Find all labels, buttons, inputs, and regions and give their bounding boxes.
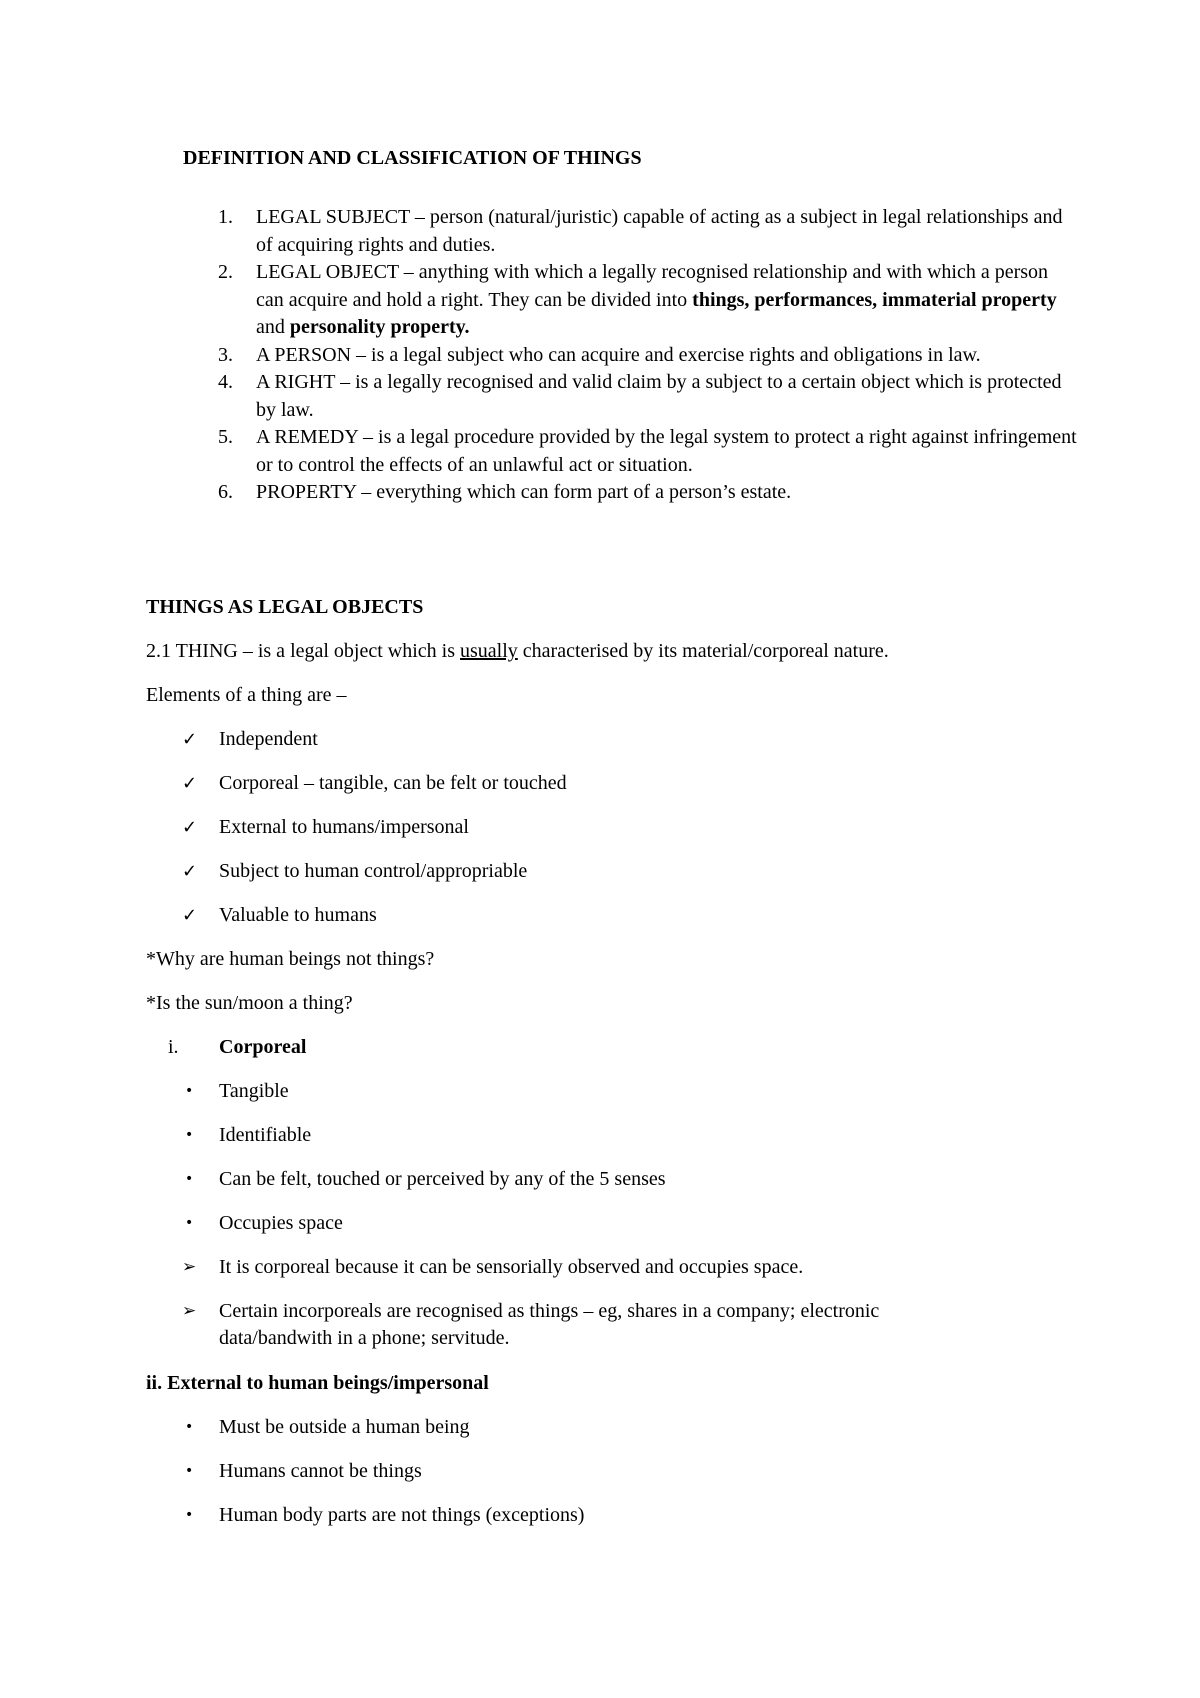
list-item (218, 204, 1078, 259)
checklist-item-text: Corporeal – tangible, can be felt or touched (219, 772, 567, 794)
bullet-dot-icon: • (185, 1463, 194, 1479)
checkmark-icon: ✓ (182, 773, 198, 794)
checklist-item (182, 858, 1062, 885)
bullet-dot-icon: • (185, 1507, 194, 1523)
list-item-text: PROPERTY – everything which can form part of a person’s estate. (256, 481, 792, 503)
page-title: DEFINITION AND CLASSIFICATION OF THINGS (183, 147, 642, 169)
list-item-text: Human body parts are not things (exceptions) (219, 1504, 585, 1526)
list-item-text: Humans cannot be things (219, 1460, 422, 1482)
list-item-text: It is corporeal because it can be sensorially observed and occupies space. (219, 1256, 804, 1278)
checklist-item (182, 770, 1062, 797)
bold-term: things, performances, immaterial property (692, 288, 1057, 311)
list-number: 4. (218, 371, 233, 393)
subsection-title: ii. External to human beings/impersonal (146, 1372, 489, 1394)
list-item (182, 1166, 1062, 1193)
checklist-item (182, 902, 1062, 929)
arrow-list-item (182, 1254, 1062, 1281)
checklist-item-text: External to humans/impersonal (219, 816, 469, 838)
checklist-item-text: Valuable to humans (219, 904, 377, 926)
list-item-text: Identifiable (219, 1124, 312, 1146)
list-item (182, 1078, 1062, 1105)
list-number: 2. (218, 261, 233, 283)
definitions-list (218, 204, 1078, 507)
question-text: *Is the sun/moon a thing? (146, 992, 353, 1014)
thing-definition (146, 638, 889, 665)
bullet-dot-icon: • (185, 1215, 194, 1231)
underlined-term: usually (460, 640, 518, 662)
text-segment: and (256, 316, 290, 338)
list-item-text: Certain incorporeals are recognised as things – eg, shares in a company; electronic data/bandwith in a phone; servitude. (219, 1300, 880, 1349)
list-item (218, 479, 1078, 507)
list-item (182, 1414, 1062, 1441)
list-item-text (256, 261, 1057, 338)
checklist-item-text: Subject to human control/appropriable (219, 860, 528, 882)
list-item (182, 1458, 1062, 1485)
list-item (218, 259, 1078, 342)
list-item (182, 1122, 1062, 1149)
elements-intro: Elements of a thing are – (146, 684, 347, 706)
subsection-heading (168, 1034, 1048, 1061)
text-segment: 2.1 THING – is a legal object which is (146, 640, 461, 662)
list-item (218, 342, 1078, 370)
text-segment: LEGAL OBJECT – anything with which a legally recognised relationship and with which a person can acquire and hold a right. They can be divided into (256, 261, 1049, 311)
list-item (218, 424, 1078, 479)
arrow-list-item (182, 1298, 982, 1352)
checklist-item (182, 814, 1062, 841)
list-item-text: LEGAL SUBJECT – person (natural/juristic) capable of acting as a subject in legal relationships and of acquiring rights and duties. (256, 206, 1063, 256)
bold-term: personality property. (289, 316, 470, 338)
list-number: 5. (218, 426, 233, 448)
list-item-text: Must be outside a human being (219, 1416, 470, 1438)
list-item (218, 369, 1078, 424)
list-item-text: Can be felt, touched or perceived by any of the 5 senses (219, 1168, 666, 1190)
checkmark-icon: ✓ (182, 729, 198, 750)
subsection-title: Corporeal (219, 1036, 307, 1058)
checklist-item (182, 726, 1062, 753)
roman-numeral: i. (168, 1036, 179, 1058)
arrow-bullet-icon: ➢ (182, 1301, 197, 1321)
bullet-dot-icon: • (185, 1171, 194, 1187)
list-item-text: Tangible (219, 1080, 289, 1102)
bullet-dot-icon: • (185, 1419, 194, 1435)
checkmark-icon: ✓ (182, 861, 198, 882)
list-item (182, 1210, 1062, 1237)
text-segment: characterised by its material/corporeal nature. (517, 640, 889, 662)
list-item-text: A PERSON – is a legal subject who can acquire and exercise rights and obligations in law. (256, 343, 981, 366)
list-number: 3. (218, 343, 233, 366)
list-item-text: A RIGHT – is a legally recognised and valid claim by a subject to a certain object which is protected by law. (256, 371, 1062, 421)
list-item (182, 1502, 1062, 1529)
bullet-dot-icon: • (185, 1127, 194, 1143)
bullet-dot-icon: • (185, 1083, 194, 1099)
checkmark-icon: ✓ (182, 905, 198, 926)
list-number: 6. (218, 481, 233, 503)
list-item-text: Occupies space (219, 1212, 343, 1234)
question-text: *Why are human beings not things? (146, 948, 435, 970)
checkmark-icon: ✓ (182, 817, 198, 838)
section-heading: THINGS AS LEGAL OBJECTS (146, 596, 424, 618)
checklist-item-text: Independent (219, 728, 318, 750)
list-number: 1. (218, 206, 233, 228)
arrow-bullet-icon: ➢ (182, 1257, 197, 1277)
list-item-text: A REMEDY – is a legal procedure provided by the legal system to protect a right against infringement or to control the effects of an unlawful act or situation. (256, 426, 1077, 476)
